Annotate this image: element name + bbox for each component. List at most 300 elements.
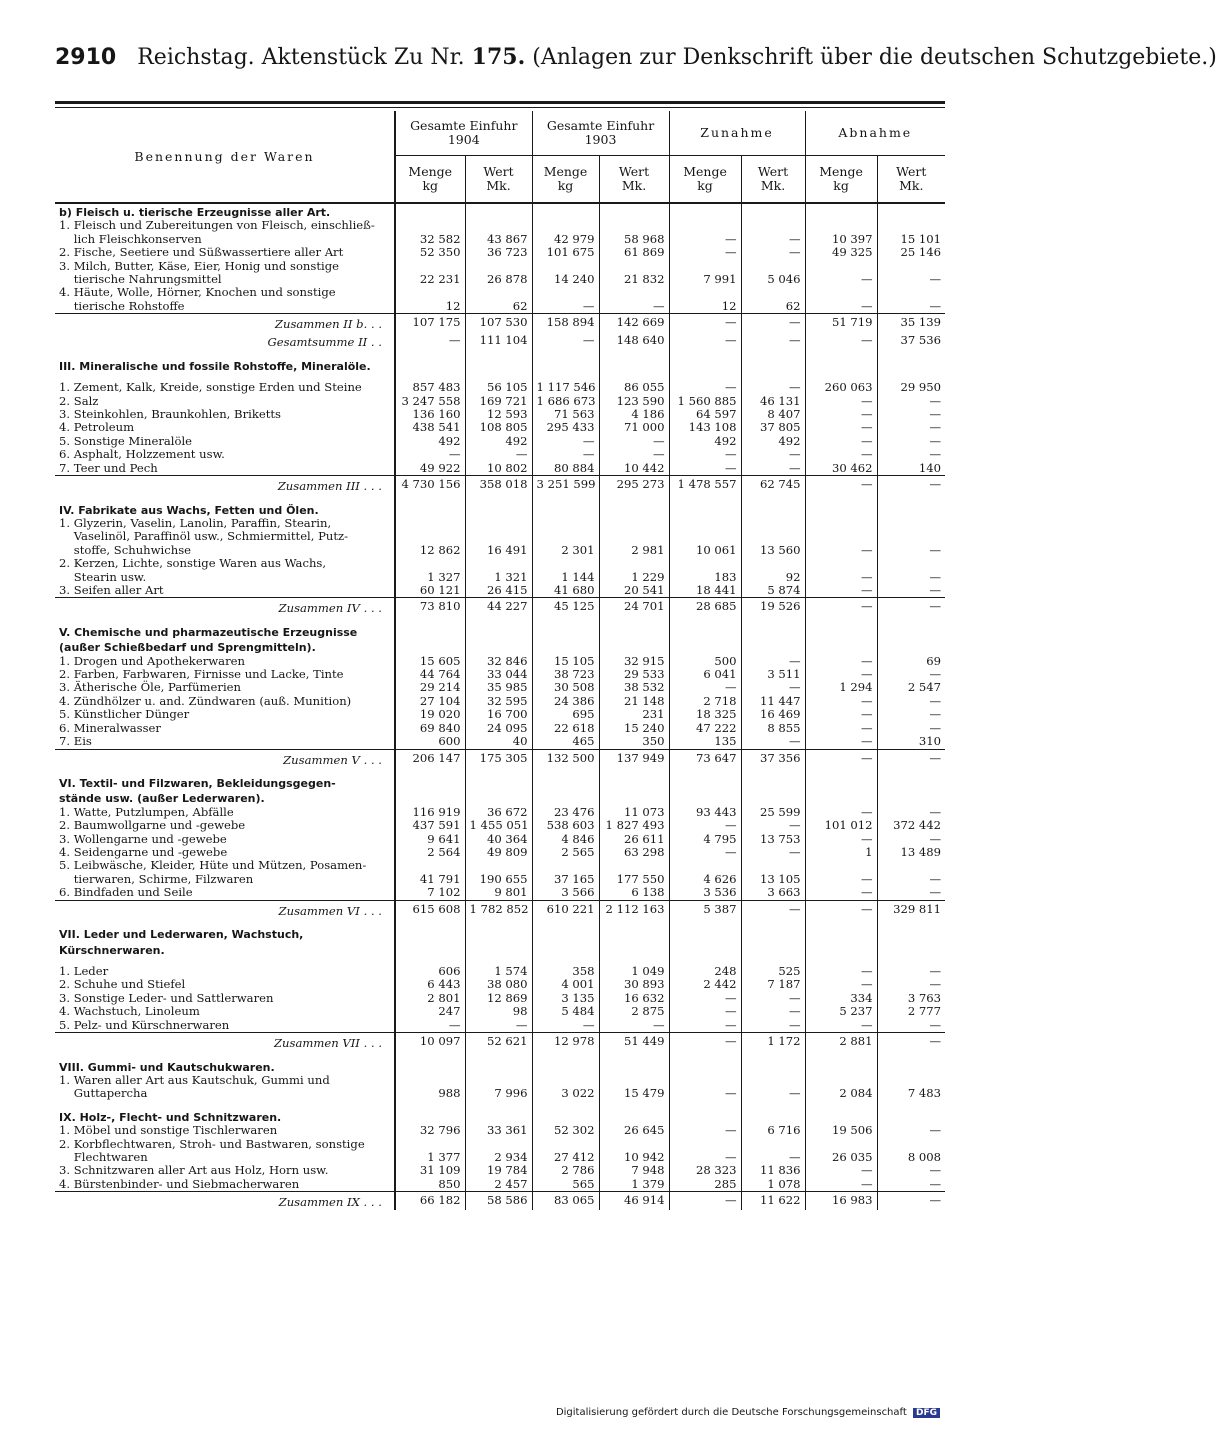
wert-cell: 13 105 [741, 873, 805, 886]
wert-cell: 8 407 [741, 408, 805, 421]
menge-cell [532, 517, 599, 530]
wert-cell [741, 502, 805, 517]
table-row [55, 806, 945, 819]
wert-cell [741, 530, 805, 543]
item-label: 4. Petroleum [59, 420, 135, 435]
section-heading-row [55, 775, 945, 790]
spacer-cell [805, 1101, 877, 1109]
menge-cell: 41 680 [532, 584, 599, 598]
wert-cell: 58 968 [599, 233, 669, 246]
wert-cell: 525 [741, 965, 805, 978]
item-label: 4. Seidengarne und -gewebe [59, 845, 228, 860]
menge-cell [395, 1109, 465, 1124]
wert-cell: 44 227 [465, 598, 532, 616]
wert-cell: 61 869 [599, 246, 669, 259]
wert-cell: 24 095 [465, 722, 532, 735]
item-label: 4. Bürstenbinder- und Siebmacherwaren [59, 1176, 300, 1191]
wert-cell [599, 1074, 669, 1087]
table-row [55, 978, 945, 991]
wert-cell: — [877, 476, 945, 494]
col-header-abnahme: Abnahme [805, 111, 945, 155]
menge-cell: — [805, 421, 877, 434]
menge-cell: — [669, 846, 741, 859]
menge-cell: — [532, 448, 599, 461]
section-heading: VI. Textil- und Filzwaren, Bekleidungsgegen- [59, 777, 336, 790]
table-row [55, 408, 945, 421]
section-heading: VIII. Gummi- und Kautschukwaren. [59, 1060, 275, 1074]
wert-cell [741, 624, 805, 639]
wert-cell: — [877, 1124, 945, 1137]
wert-cell: 49 809 [465, 846, 532, 859]
menge-cell [532, 775, 599, 790]
wert-cell: 2 934 [465, 1151, 532, 1164]
wert-cell: 13 489 [877, 846, 945, 859]
menge-cell: — [805, 978, 877, 991]
menge-cell [805, 286, 877, 299]
wert-cell: 26 415 [465, 584, 532, 598]
wert-cell: 16 632 [599, 992, 669, 1005]
spacer-cell [877, 350, 945, 358]
menge-cell [669, 260, 741, 273]
wert-cell: — [599, 448, 669, 461]
subheader-wert: Wert Mk. [877, 155, 945, 203]
wert-cell [465, 203, 532, 219]
spacer-cell [669, 918, 741, 926]
wert-cell: 10 442 [599, 462, 669, 476]
spacer-cell [877, 1051, 945, 1059]
table-row [55, 571, 945, 584]
wert-cell: 35 985 [465, 681, 532, 694]
menge-cell: 438 541 [395, 421, 465, 434]
item-label: 5. Leibwäsche, Kleider, Hüte und Mützen, Posamen- [59, 858, 367, 873]
wert-cell [877, 358, 945, 373]
menge-cell: 6 041 [669, 668, 741, 681]
wert-cell: — [877, 1164, 945, 1177]
menge-cell [532, 639, 599, 654]
table-row [55, 219, 945, 232]
wert-cell [599, 859, 669, 872]
menge-cell: 334 [805, 992, 877, 1005]
menge-cell: 73 810 [395, 598, 465, 616]
wert-cell: 16 469 [741, 708, 805, 721]
wert-cell [877, 790, 945, 805]
menge-cell: 60 121 [395, 584, 465, 598]
spacer-cell [395, 767, 465, 775]
wert-cell: 2 981 [599, 544, 669, 557]
menge-cell: — [805, 1019, 877, 1033]
table-row [55, 1087, 945, 1100]
menge-cell [395, 926, 465, 941]
table-row [55, 735, 945, 749]
spacer-cell [805, 350, 877, 358]
menge-cell: — [669, 1087, 741, 1100]
section-heading: (außer Schießbedarf und Sprengmitteln). [59, 641, 316, 655]
wert-cell: 329 811 [877, 900, 945, 918]
spacer-cell [741, 1101, 805, 1109]
wert-cell: 492 [741, 435, 805, 448]
item-label: 3. Schnitzwaren aller Art aus Holz, Horn usw. [59, 1163, 329, 1178]
item-label: 4. Zündhölzer u. and. Zündwaren (auß. Munition) [59, 693, 352, 708]
col-header-1904: Gesamte Einfuhr 1904 [395, 111, 532, 155]
wert-cell: 13 560 [741, 544, 805, 557]
spacer-cell [741, 616, 805, 624]
spacer-cell [465, 767, 532, 775]
wert-cell [741, 1074, 805, 1087]
item-label: 4. Häute, Wolle, Hörner, Knochen und sonstige [59, 285, 336, 300]
menge-cell: 15 605 [395, 655, 465, 668]
wert-cell: — [877, 448, 945, 461]
menge-cell: 4 846 [532, 833, 599, 846]
wert-cell [741, 639, 805, 654]
menge-cell: 10 397 [805, 233, 877, 246]
wert-cell: 16 491 [465, 544, 532, 557]
wert-cell [465, 530, 532, 543]
wert-cell [599, 1059, 669, 1074]
wert-cell: 372 442 [877, 819, 945, 832]
wert-cell: 2 777 [877, 1005, 945, 1018]
menge-cell: 12 [669, 300, 741, 314]
total-row [55, 749, 945, 767]
menge-cell [669, 286, 741, 299]
wert-cell [877, 530, 945, 543]
wert-cell [877, 859, 945, 872]
item-label: 2. Baumwollgarne und -gewebe [59, 818, 246, 833]
menge-cell: 2 301 [532, 544, 599, 557]
menge-cell: 132 500 [532, 749, 599, 767]
wert-cell: 148 640 [599, 332, 669, 350]
menge-cell: — [669, 381, 741, 394]
menge-cell [669, 790, 741, 805]
wert-cell: 310 [877, 735, 945, 749]
menge-cell: — [805, 735, 877, 749]
wert-cell: — [741, 1087, 805, 1100]
menge-cell: — [532, 435, 599, 448]
item-label: 4. Wachstuch, Linoleum [59, 1004, 200, 1019]
table-row [55, 435, 945, 448]
wert-cell [877, 1138, 945, 1151]
menge-cell: — [805, 873, 877, 886]
menge-cell: 3 135 [532, 992, 599, 1005]
wert-cell: 175 305 [465, 749, 532, 767]
menge-cell: 22 231 [395, 273, 465, 286]
menge-cell: 107 175 [395, 314, 465, 332]
menge-cell: 1 117 546 [532, 381, 599, 394]
spacer-cell [465, 1101, 532, 1109]
wert-cell: 7 996 [465, 1087, 532, 1100]
table-row [55, 819, 945, 832]
wert-cell: — [877, 806, 945, 819]
item-label: 3. Milch, Butter, Käse, Eier, Honig und sonstige [59, 258, 340, 273]
item-label: 2. Schuhe und Stiefel [59, 977, 186, 992]
top-rule-thick [55, 101, 945, 104]
menge-cell: 158 894 [532, 314, 599, 332]
menge-cell: 42 979 [532, 233, 599, 246]
wert-cell: 3 663 [741, 886, 805, 900]
menge-cell: — [805, 965, 877, 978]
wert-cell [741, 260, 805, 273]
spacer-cell [465, 918, 532, 926]
wert-cell [741, 1109, 805, 1124]
spacer-cell [395, 1051, 465, 1059]
menge-cell: 83 065 [532, 1192, 599, 1210]
spacer-cell [55, 1051, 395, 1059]
wert-cell: — [877, 395, 945, 408]
menge-cell: 6 443 [395, 978, 465, 991]
menge-cell: 49 922 [395, 462, 465, 476]
menge-cell: 1 377 [395, 1151, 465, 1164]
menge-cell: — [805, 273, 877, 286]
menge-cell: 27 412 [532, 1151, 599, 1164]
wert-cell [465, 859, 532, 872]
table-row [55, 886, 945, 900]
menge-cell [532, 1074, 599, 1087]
wert-cell: 12 869 [465, 992, 532, 1005]
menge-cell: — [805, 571, 877, 584]
menge-cell: — [395, 1019, 465, 1033]
menge-cell: 136 160 [395, 408, 465, 421]
table-row [55, 381, 945, 394]
wert-cell: 46 131 [741, 395, 805, 408]
total-row [55, 1033, 945, 1051]
menge-cell: 32 796 [395, 1124, 465, 1137]
item-label: 7. Teer und Pech [59, 460, 158, 475]
menge-cell: 69 840 [395, 722, 465, 735]
spacer-cell [395, 494, 465, 502]
menge-cell: 4 001 [532, 978, 599, 991]
menge-cell: — [805, 300, 877, 314]
menge-cell: — [805, 833, 877, 846]
col-header-name: Benennung der Waren [55, 111, 395, 203]
menge-cell: — [669, 462, 741, 476]
menge-cell [669, 1074, 741, 1087]
menge-cell: 28 323 [669, 1164, 741, 1177]
menge-cell [395, 517, 465, 530]
wert-cell [741, 942, 805, 957]
menge-cell [805, 530, 877, 543]
item-label: 2. Salz [59, 393, 99, 408]
section-heading-row [55, 790, 945, 805]
table-row [55, 395, 945, 408]
wert-cell [465, 260, 532, 273]
menge-cell: 3 022 [532, 1087, 599, 1100]
menge-cell: 5 484 [532, 1005, 599, 1018]
item-label: Flechtwaren [59, 1149, 148, 1164]
menge-cell: 9 641 [395, 833, 465, 846]
wert-cell [877, 639, 945, 654]
header-title: Reichstag. [137, 45, 255, 70]
wert-cell: — [877, 571, 945, 584]
wert-cell: — [741, 1151, 805, 1164]
wert-cell: — [877, 584, 945, 598]
table-row [55, 1124, 945, 1137]
menge-cell: — [395, 332, 465, 350]
wert-cell: 19 784 [465, 1164, 532, 1177]
menge-cell [395, 624, 465, 639]
wert-cell [599, 775, 669, 790]
spacer-cell [669, 1101, 741, 1109]
menge-cell [805, 1074, 877, 1087]
spacer-cell [395, 918, 465, 926]
wert-cell: — [741, 819, 805, 832]
total-row [55, 476, 945, 494]
menge-cell [532, 502, 599, 517]
item-label: 6. Mineralwasser [59, 720, 161, 735]
menge-cell: 248 [669, 965, 741, 978]
total-label: Zusammen III . . . [55, 476, 395, 494]
wert-cell: 26 878 [465, 273, 532, 286]
menge-cell: 285 [669, 1178, 741, 1192]
menge-cell: 500 [669, 655, 741, 668]
menge-cell [805, 260, 877, 273]
wert-cell: 21 832 [599, 273, 669, 286]
table-row [55, 655, 945, 668]
spacer-cell [805, 918, 877, 926]
wert-cell: 15 479 [599, 1087, 669, 1100]
menge-cell: 3 536 [669, 886, 741, 900]
header-akten: Aktenstück Zu Nr. [261, 45, 465, 70]
menge-cell [395, 1074, 465, 1087]
menge-cell: 26 035 [805, 1151, 877, 1164]
wert-cell: 32 846 [465, 655, 532, 668]
item-label: 1. Glyzerin, Vaselin, Lanolin, Paraffin, Stearin, [59, 515, 332, 530]
menge-cell: 1 327 [395, 571, 465, 584]
menge-cell: 5 387 [669, 900, 741, 918]
menge-cell: 1 294 [805, 681, 877, 694]
table-row [55, 544, 945, 557]
menge-cell: 183 [669, 571, 741, 584]
wert-cell: — [741, 381, 805, 394]
menge-cell: 49 325 [805, 246, 877, 259]
table-row [55, 300, 945, 314]
wert-cell: 10 942 [599, 1151, 669, 1164]
spacer-cell [532, 494, 599, 502]
menge-cell: — [669, 448, 741, 461]
wert-cell [465, 942, 532, 957]
menge-cell: — [805, 435, 877, 448]
wert-cell: 4 186 [599, 408, 669, 421]
item-label: 1. Leder [59, 963, 109, 978]
menge-cell: 492 [395, 435, 465, 448]
wert-cell [599, 557, 669, 570]
spacer-cell [877, 918, 945, 926]
menge-cell [669, 203, 741, 219]
item-label: Vaselinöl, Paraffinöl usw., Schmiermittel, Putz- [59, 529, 349, 544]
section-heading: IX. Holz-, Flecht- und Schnitzwaren. [59, 1110, 282, 1124]
spacer-cell [465, 494, 532, 502]
wert-cell: 190 655 [465, 873, 532, 886]
wert-cell [465, 286, 532, 299]
menge-cell [805, 1109, 877, 1124]
wert-cell: — [877, 722, 945, 735]
menge-cell: — [395, 448, 465, 461]
spacer-cell [669, 616, 741, 624]
menge-cell: — [805, 395, 877, 408]
wert-cell [877, 1109, 945, 1124]
wert-cell: 32 915 [599, 655, 669, 668]
wert-cell [741, 517, 805, 530]
spacer-cell [599, 918, 669, 926]
menge-cell: 19 020 [395, 708, 465, 721]
menge-cell: 51 719 [805, 314, 877, 332]
wert-cell: 2 875 [599, 1005, 669, 1018]
menge-cell [395, 502, 465, 517]
item-label: 3. Seifen aller Art [59, 582, 164, 597]
wert-cell: 140 [877, 462, 945, 476]
wert-cell: 71 000 [599, 421, 669, 434]
menge-cell: 64 597 [669, 408, 741, 421]
spacer-cell [532, 1101, 599, 1109]
menge-cell: 31 109 [395, 1164, 465, 1177]
wert-cell: 1 827 493 [599, 819, 669, 832]
menge-cell [669, 942, 741, 957]
wert-cell [465, 926, 532, 941]
menge-cell: 2 801 [395, 992, 465, 1005]
spacer-cell [599, 494, 669, 502]
table-row [55, 1151, 945, 1164]
wert-cell: — [877, 1019, 945, 1033]
menge-cell [669, 775, 741, 790]
menge-cell: — [805, 722, 877, 735]
spacer-cell [532, 350, 599, 358]
section-heading-row [55, 502, 945, 517]
wert-cell: 2 112 163 [599, 900, 669, 918]
subheader-wert: Wert Mk. [465, 155, 532, 203]
item-label: tierische Nahrungsmittel [59, 272, 222, 287]
menge-cell: 2 881 [805, 1033, 877, 1051]
spacer-cell [741, 767, 805, 775]
wert-cell: 11 622 [741, 1192, 805, 1210]
wert-cell [877, 219, 945, 232]
wert-cell [877, 942, 945, 957]
menge-cell: — [669, 1033, 741, 1051]
item-label: 6. Bindfaden und Seile [59, 885, 193, 900]
wert-cell: 29 950 [877, 381, 945, 394]
wert-cell: 295 273 [599, 476, 669, 494]
wert-cell: 1 049 [599, 965, 669, 978]
wert-cell: 7 483 [877, 1087, 945, 1100]
menge-cell [669, 517, 741, 530]
menge-cell: 37 165 [532, 873, 599, 886]
menge-cell [805, 775, 877, 790]
menge-cell: — [805, 900, 877, 918]
wert-cell [465, 219, 532, 232]
menge-cell [669, 639, 741, 654]
menge-cell: 695 [532, 708, 599, 721]
subheader-menge: Menge kg [669, 155, 741, 203]
menge-cell: — [805, 806, 877, 819]
wert-cell [599, 286, 669, 299]
wert-cell: 38 532 [599, 681, 669, 694]
table-row [55, 708, 945, 721]
total-label: Zusammen II b. . . [55, 314, 395, 332]
spacer-cell [877, 616, 945, 624]
menge-cell: 45 125 [532, 598, 599, 616]
menge-cell: 23 476 [532, 806, 599, 819]
wert-cell: 11 447 [741, 695, 805, 708]
menge-cell [669, 219, 741, 232]
wert-cell: 231 [599, 708, 669, 721]
wert-cell [465, 557, 532, 570]
menge-cell: 615 608 [395, 900, 465, 918]
wert-cell: 43 867 [465, 233, 532, 246]
item-label: 1. Zement, Kalk, Kreide, sonstige Erden und Steine [59, 380, 362, 395]
menge-cell: 12 978 [532, 1033, 599, 1051]
wert-cell: — [877, 965, 945, 978]
menge-cell [532, 942, 599, 957]
menge-cell: 1 [805, 846, 877, 859]
item-label: stoffe, Schuhwichse [59, 542, 192, 557]
section-heading: III. Mineralische und fossile Rohstoffe, Mineralöle. [59, 359, 371, 373]
